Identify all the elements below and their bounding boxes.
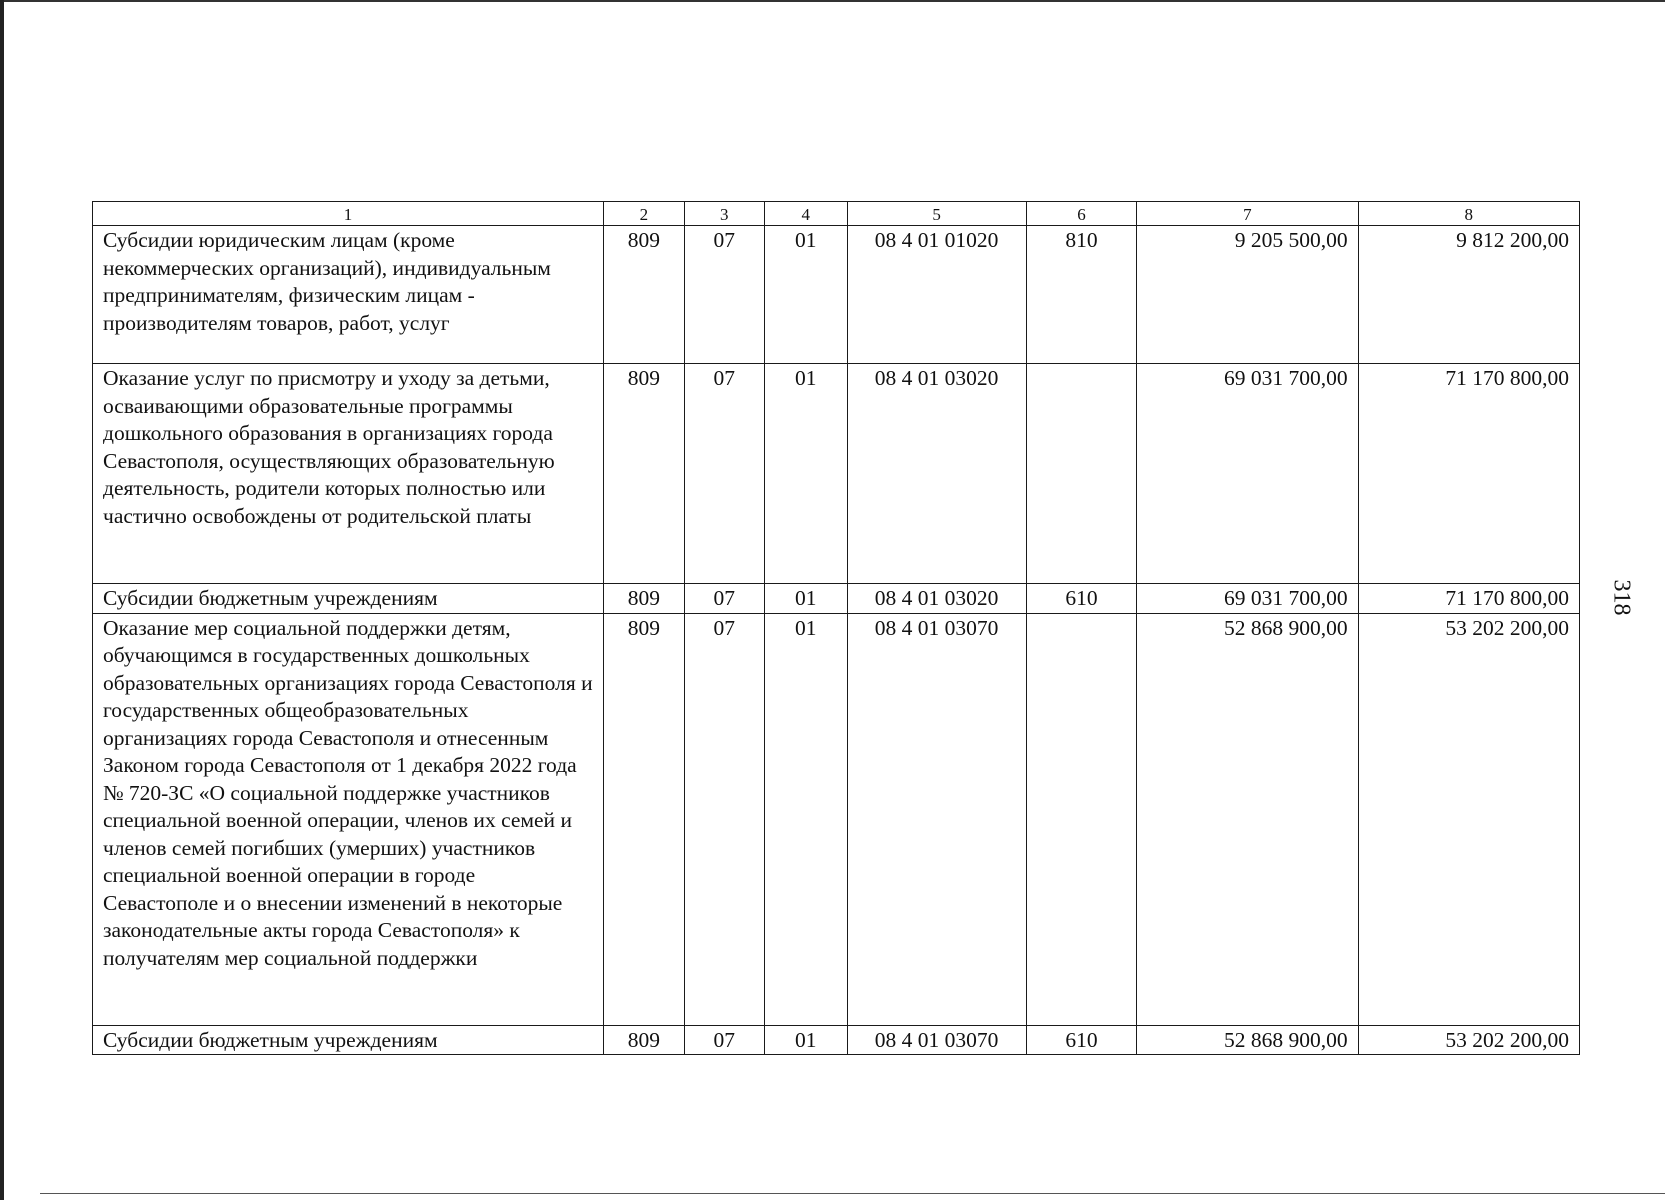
- row-code-expense-type: 610: [1026, 584, 1137, 614]
- row-code-ministry: 809: [604, 226, 684, 364]
- header-cell: 7: [1137, 202, 1358, 226]
- row-code-ministry: 809: [604, 364, 684, 584]
- header-cell: 2: [604, 202, 684, 226]
- row-amount-year1: 9 205 500,00: [1137, 226, 1358, 364]
- scan-edge-bottom: [40, 1193, 1665, 1194]
- row-amount-year1: 69 031 700,00: [1137, 584, 1358, 614]
- budget-table: [92, 201, 1580, 1055]
- row-code-target: 08 4 01 03070: [847, 1025, 1026, 1055]
- row-code-ministry: 809: [604, 613, 684, 1025]
- header-cell: 6: [1026, 202, 1137, 226]
- row-code-section: 07: [684, 364, 764, 584]
- row-code-target: 08 4 01 03020: [847, 364, 1026, 584]
- page-number: 318: [1608, 579, 1635, 616]
- header-cell: 1: [93, 202, 604, 226]
- row-code-ministry: 809: [604, 584, 684, 614]
- row-name-cell: Субсидии юридическим лицам (кроме некоммерческих организаций), индивидуальным предпринимателям, физическим лицам - производителям товаров, работ, услуг: [93, 226, 604, 364]
- row-amount-year1: 52 868 900,00: [1137, 1025, 1358, 1055]
- row-amount-year1: 52 868 900,00: [1137, 613, 1358, 1025]
- row-code-ministry: 809: [604, 1025, 684, 1055]
- table-row: [93, 1025, 1580, 1055]
- header-cell: 3: [684, 202, 764, 226]
- row-amount-year2: 53 202 200,00: [1358, 1025, 1579, 1055]
- row-code-expense-type: 610: [1026, 1025, 1137, 1055]
- table-row: [93, 584, 1580, 614]
- header-cell: 5: [847, 202, 1026, 226]
- row-code-target: 08 4 01 03070: [847, 613, 1026, 1025]
- row-name-cell: Оказание услуг по присмотру и уходу за детьми, осваивающими образовательные программы дошкольного образования в организациях города Севастополя, осуществляющих образовательную деятельность, родители которых полностью или частично освобождены от родительской платы: [93, 364, 604, 584]
- row-code-subsection: 01: [765, 613, 847, 1025]
- row-code-section: 07: [684, 1025, 764, 1055]
- row-name-cell: Оказание мер социальной поддержки детям, обучающимся в государственных дошкольных образовательных организациях города Севастополя и государственных общеобразовательных организациях города Севастополя и отнесенным Законом города Севастополя от 1 декабря 2022 года № 720-ЗС «О социальной поддержке участников специальной военной операции, членов их семей и членов семей погибших (умерших) участников специальной военной операции в городе Севастополе и о внесении изменений в некоторые законодательные акты города Севастополя» к получателям мер социальной поддержки: [93, 613, 604, 1025]
- row-code-section: 07: [684, 226, 764, 364]
- table-header-row: [93, 202, 1580, 226]
- row-code-target: 08 4 01 01020: [847, 226, 1026, 364]
- row-amount-year2: 53 202 200,00: [1358, 613, 1579, 1025]
- header-cell: 8: [1358, 202, 1579, 226]
- row-amount-year2: 71 170 800,00: [1358, 584, 1579, 614]
- row-code-section: 07: [684, 613, 764, 1025]
- table-row: [93, 613, 1580, 1025]
- row-code-subsection: 01: [765, 584, 847, 614]
- row-code-target: 08 4 01 03020: [847, 584, 1026, 614]
- row-code-subsection: 01: [765, 226, 847, 364]
- row-name-cell: Субсидии бюджетным учреждениям: [93, 1025, 604, 1055]
- table-row: [93, 364, 1580, 584]
- scan-edge-left: [0, 0, 4, 1200]
- row-code-expense-type: 810: [1026, 226, 1137, 364]
- row-amount-year2: 71 170 800,00: [1358, 364, 1579, 584]
- table-row: [93, 226, 1580, 364]
- row-code-subsection: 01: [765, 1025, 847, 1055]
- row-code-subsection: 01: [765, 364, 847, 584]
- header-cell: 4: [765, 202, 847, 226]
- scan-edge-top: [0, 0, 1665, 2]
- row-name-cell: Субсидии бюджетным учреждениям: [93, 584, 604, 614]
- row-amount-year1: 69 031 700,00: [1137, 364, 1358, 584]
- row-amount-year2: 9 812 200,00: [1358, 226, 1579, 364]
- row-code-expense-type: [1026, 613, 1137, 1025]
- row-code-section: 07: [684, 584, 764, 614]
- row-code-expense-type: [1026, 364, 1137, 584]
